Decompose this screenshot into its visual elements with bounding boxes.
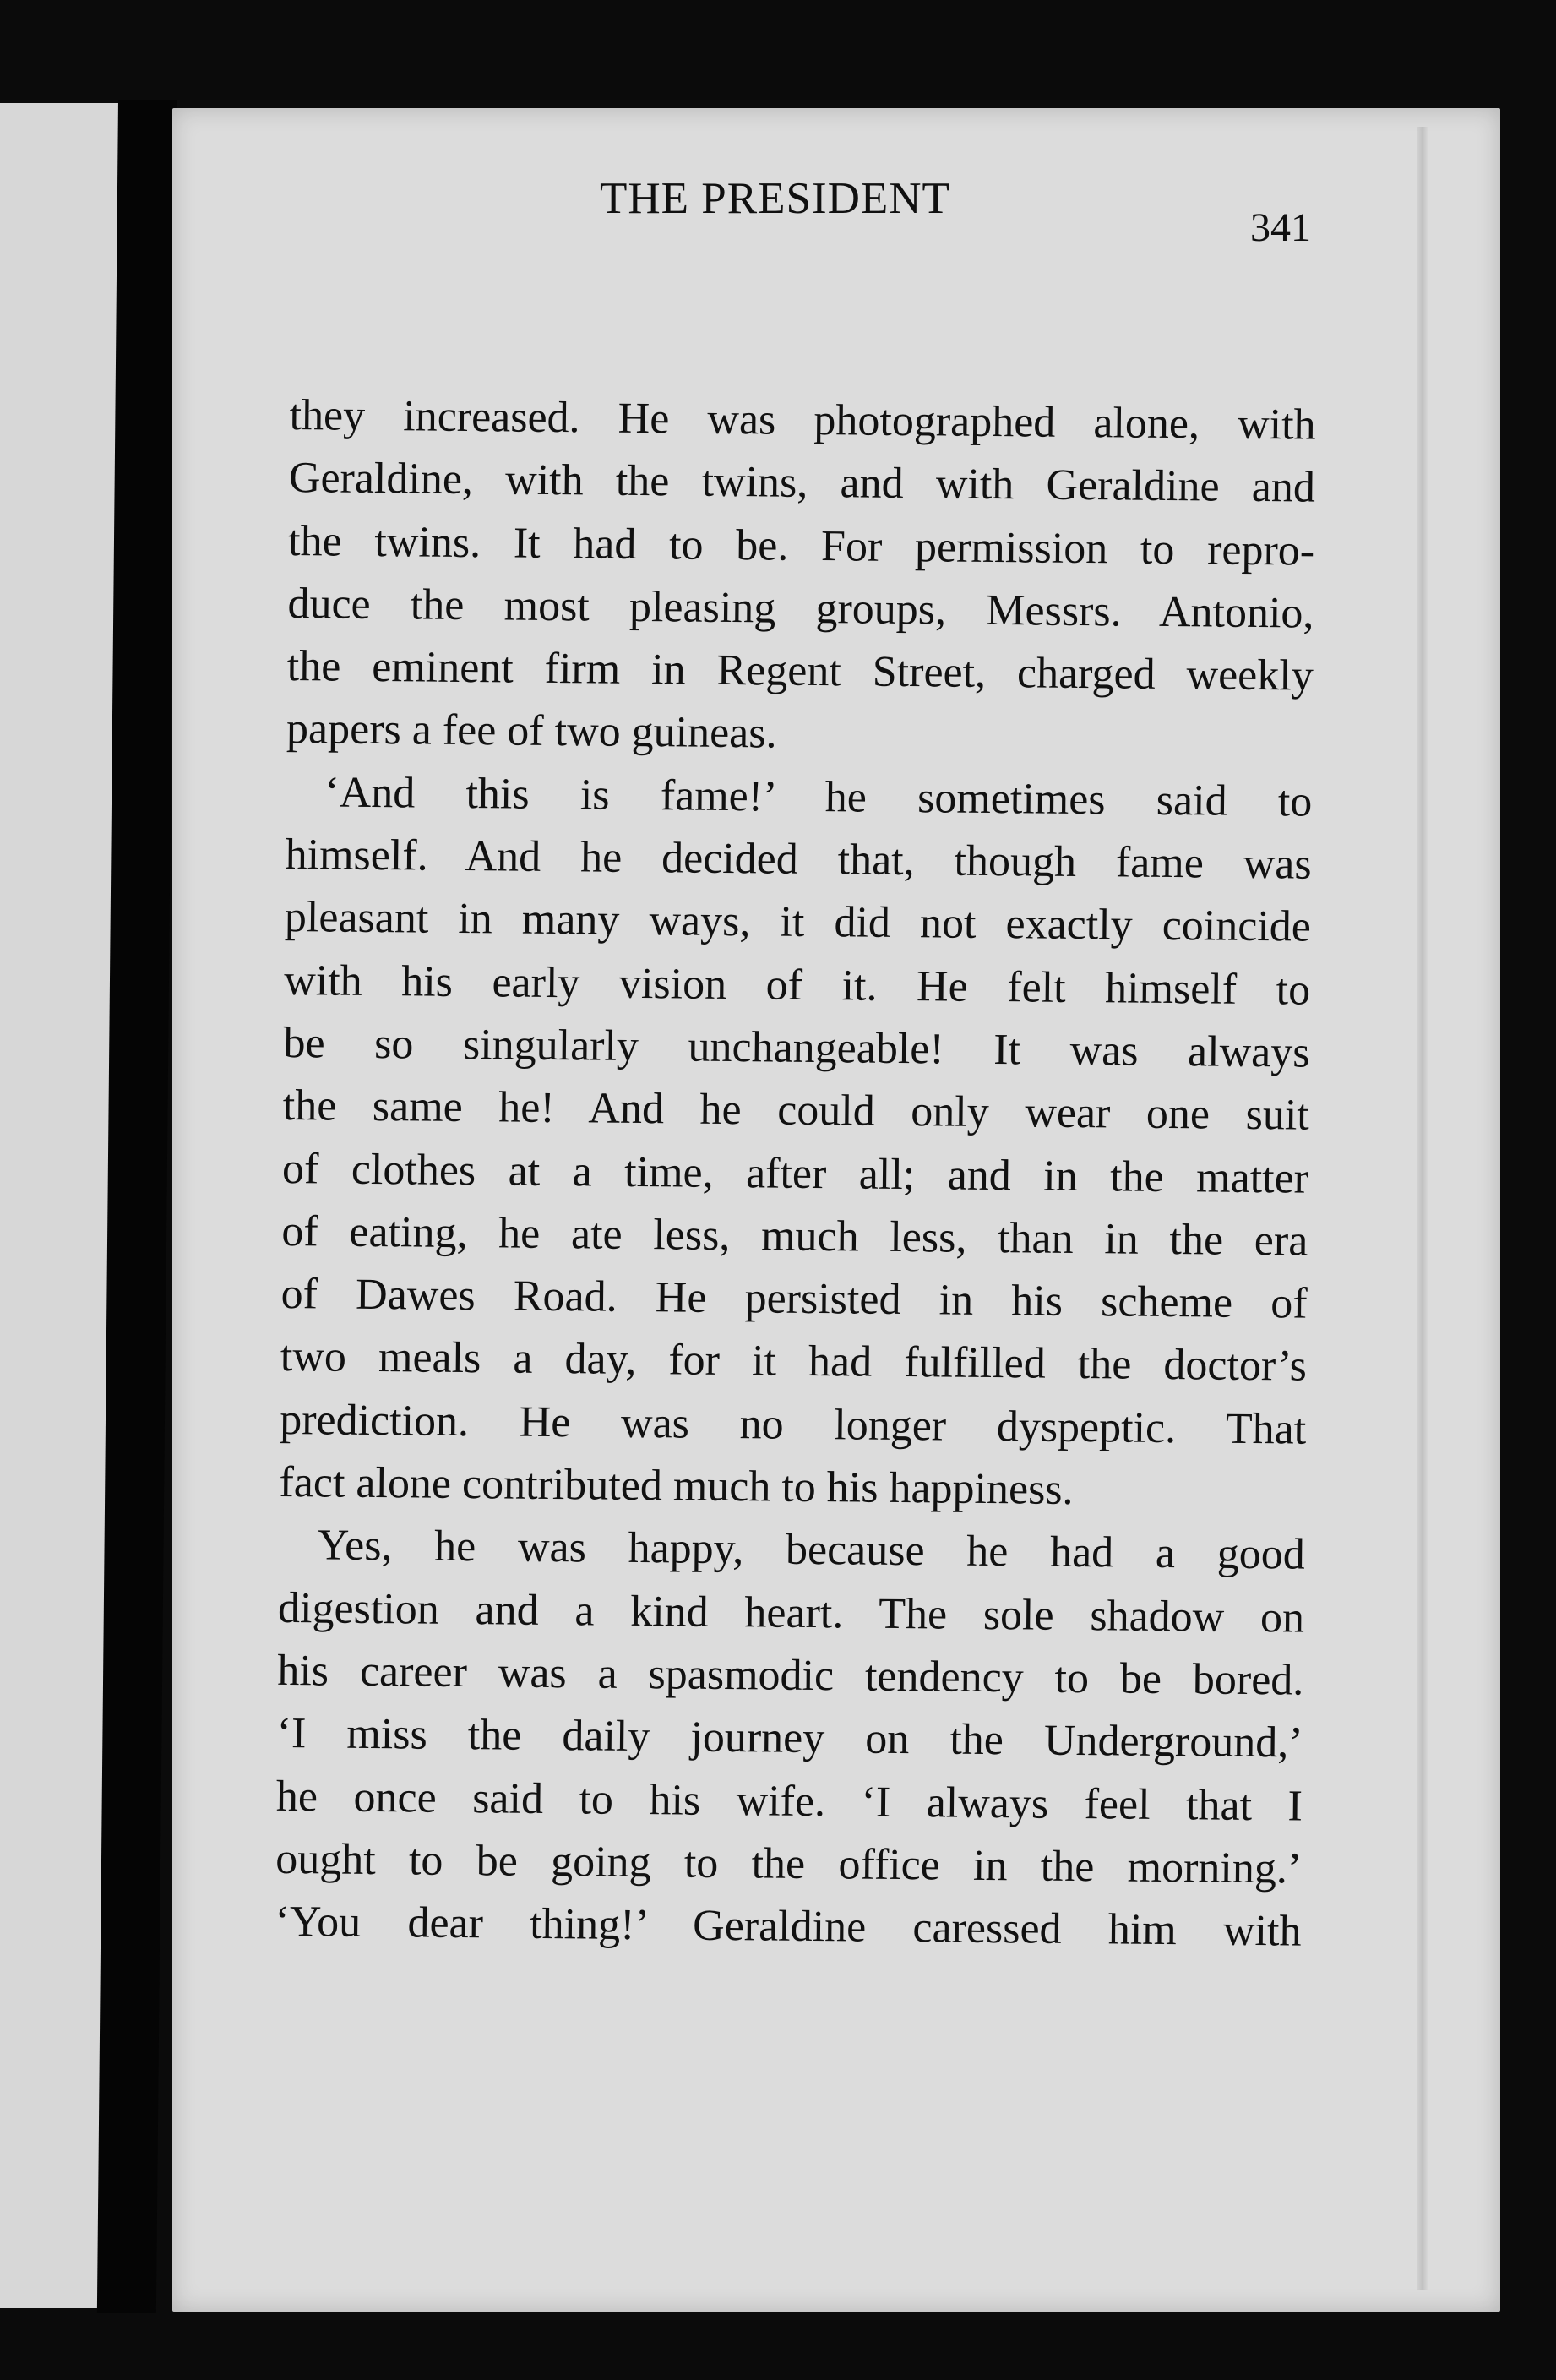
text-line-22: ‘I miss the daily journey on the Underground,’ [276, 1709, 1303, 1767]
text-line-7: ‘And this is fame!’ he sometimes said to [324, 768, 1313, 826]
text-line-25: ‘You dear thing!’ Geraldine caressed him with [275, 1898, 1302, 1956]
page-edge-shadow [1417, 127, 1428, 2290]
body-text [275, 384, 1316, 1963]
text-line-17: prediction. He was no longer dyspeptic. That [279, 1395, 1307, 1454]
text-line-13: of clothes at a time, after all; and in the matter [281, 1144, 1309, 1203]
text-line-14: of eating, he ate less, much less, than in the era [281, 1206, 1308, 1266]
text-line-8: himself. And he decided that, though fame was [285, 831, 1312, 889]
text-line-18: fact alone contributed much to his happiness. [279, 1457, 1074, 1515]
page-number: 341 [1250, 205, 1311, 250]
text-line-1: they increased. He was photographed alone, with [289, 390, 1316, 449]
running-head [346, 173, 1311, 250]
text-line-20: digestion and a kind heart. The sole shadow on [277, 1583, 1305, 1642]
text-line-24: ought to be going to the office in the morning.’ [275, 1834, 1303, 1893]
text-line-21: his career was a spasmodic tendency to be bored. [277, 1646, 1304, 1705]
page-title: THE PRESIDENT [600, 174, 950, 223]
text-line-19: Yes, he was happy, because he had a good [317, 1521, 1306, 1579]
text-line-12: the same he! And he could only wear one suit [282, 1081, 1310, 1140]
text-line-2: Geraldine, with the twins, and with Geraldine and [288, 454, 1316, 512]
text-line-11: be so singularly unchangeable! It was always [283, 1018, 1310, 1077]
text-line-4: duce the most pleasing groups, Messrs. Antonio, [287, 579, 1314, 638]
text-line-15: of Dawes Road. He persisted in his scheme of [280, 1270, 1308, 1328]
text-line-9: pleasant in many ways, it did not exactly coincide [284, 893, 1312, 952]
text-line-5: the eminent firm in Regent Street, charged weekly [286, 642, 1314, 700]
text-line-6: papers a fee of two guineas. [286, 705, 777, 759]
text-line-3: the twins. It had to be. For permission to repro- [287, 516, 1315, 575]
text-line-16: two meals a day, for it had fulfilled the doctor’s [280, 1332, 1308, 1392]
text-line-10: with his early vision of it. He felt himself to [283, 956, 1311, 1015]
text-line-23: he once said to his wife. ‘I always feel that I [275, 1772, 1303, 1831]
